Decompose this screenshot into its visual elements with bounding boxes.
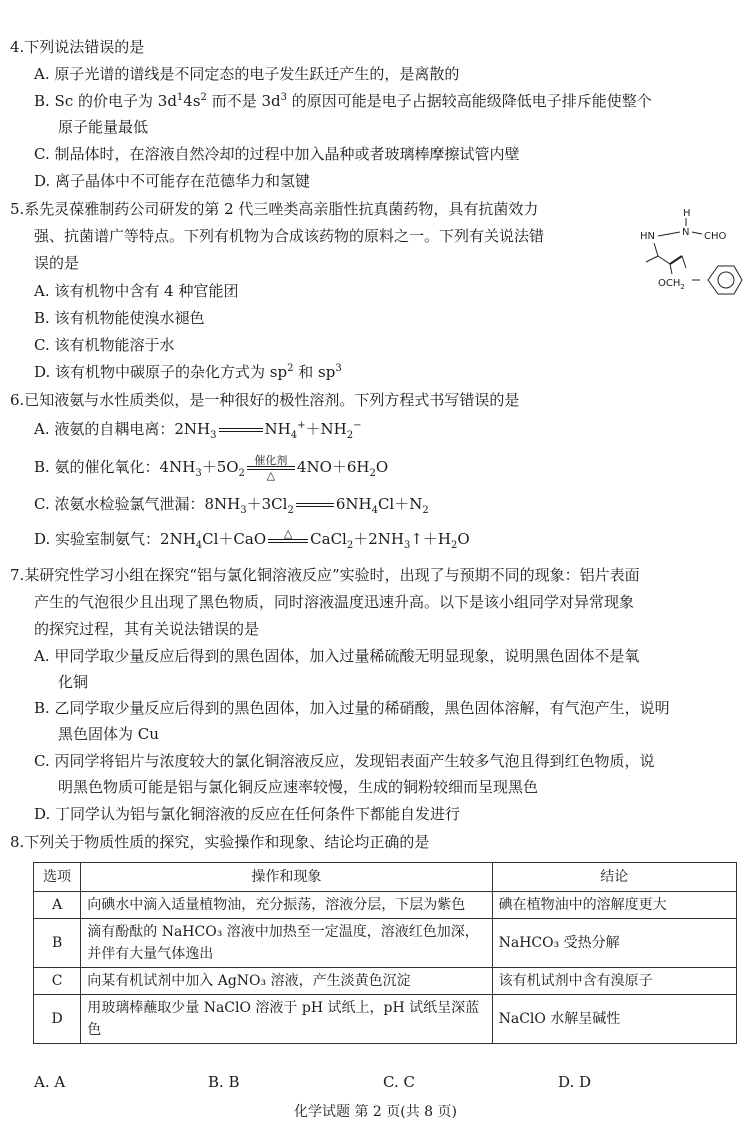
q7-stem-1: 7.某研究性学习小组在探究“铝与氯化铜溶液反应”实验时，出现了与预期不同的现象：铝片表面 bbox=[10, 566, 640, 584]
row-operation: 用玻璃棒蘸取少量 NaClO 溶液于 pH 试纸上，pH 试纸呈深蓝色 bbox=[81, 995, 492, 1044]
mol-och2-label: $OCH_2$ bbox=[658, 278, 685, 291]
q8-answer-a: A. A bbox=[34, 1073, 66, 1091]
q8-stem: 8.下列关于物质性质的探究，实验操作和现象、结论均正确的是 bbox=[10, 833, 430, 851]
q7-option-a-cont: 化铜 bbox=[58, 673, 89, 691]
row-option: A bbox=[34, 892, 81, 919]
benzene-ring bbox=[708, 266, 742, 294]
header-operation: 操作和现象 bbox=[81, 863, 492, 892]
table-header-row bbox=[34, 863, 737, 892]
q8-answer-b: B. B bbox=[208, 1073, 240, 1091]
q7-option-c: C. 丙同学将铝片与浓度较大的氯化铜溶液反应，发现铝表面产生较多气泡且得到红色物质，说 bbox=[34, 752, 655, 770]
table-row bbox=[34, 968, 737, 995]
q7-stem-3: 的探究过程，其有关说法错误的是 bbox=[34, 620, 260, 638]
q4-option-c: C. 制品体时，在溶液自然冷却的过程中加入晶种或者玻璃棒摩擦试管内壁 bbox=[34, 145, 520, 163]
row-operation: 滴有酚酞的 NaHCO₃ 溶液中加热至一定温度，溶液红色加深，并伴有大量气体逸出 bbox=[81, 919, 492, 968]
q7-option-d: D. 丁同学认为铝与氯化铜溶液的反应在任何条件下都能自发进行 bbox=[34, 805, 461, 823]
row-operation: 向碘水中滴入适量植物油，充分振荡，溶液分层，下层为紫色 bbox=[81, 892, 492, 919]
row-option: B bbox=[34, 919, 81, 968]
row-conclusion: 碘在植物油中的溶解度更大 bbox=[492, 892, 736, 919]
q7-option-c-cont: 明黑色物质可能是铝与氯化铜反应速率较慢，生成的铜粉较细而呈现黑色 bbox=[58, 778, 539, 796]
q8-answer-c: C. C bbox=[383, 1073, 415, 1091]
q4-option-a: A. 原子光谱的谱线是不同定态的电子发生跃迁产生的，是离散的 bbox=[34, 65, 460, 83]
page-footer: 化学试题 第 2 页(共 8 页) bbox=[294, 1104, 457, 1120]
q7-option-b: B. 乙同学取少量反应后得到的黑色固体，加入过量的稀硝酸，黑色固体溶解，有气泡产生，说明 bbox=[34, 699, 670, 717]
mol-hn-label: HN bbox=[640, 231, 655, 242]
row-operation: 向某有机试剂中加入 AgNO₃ 溶液，产生淡黄色沉淀 bbox=[81, 968, 492, 995]
q8-table bbox=[33, 862, 737, 1044]
table-row bbox=[34, 995, 737, 1044]
q7-option-a: A. 甲同学取少量反应后得到的黑色固体，加入过量稀硫酸无明显现象，说明黑色固体不是氧 bbox=[34, 647, 640, 665]
q4-stem: 4.下列说法错误的是 bbox=[10, 38, 145, 56]
q4-option-b-cont: 原子能量最低 bbox=[58, 118, 149, 136]
q5-option-d: D. 该有机物中碳原子的杂化方式为 $sp^2$ 和 $sp^3$ bbox=[34, 363, 342, 381]
q5-stem-3: 误的是 bbox=[34, 254, 80, 272]
row-conclusion: NaHCO₃ 受热分解 bbox=[492, 919, 736, 968]
q6-option-a: A. 液氨的自耦电离：$2NH_3$ $NH_4^++NH_2^-$ bbox=[34, 420, 362, 441]
row-option: C bbox=[34, 968, 81, 995]
table-row bbox=[34, 892, 737, 919]
q6-option-d: D. 实验室制氨气：$2NH_4Cl+CaO$ △ $CaCl_2+2NH_3↑+H_2O$ bbox=[34, 526, 470, 551]
header-option: 选项 bbox=[34, 863, 81, 892]
row-option: D bbox=[34, 995, 81, 1044]
mol-h-label: H bbox=[683, 208, 691, 219]
q6-stem: 6.已知液氨与水性质类似，是一种很好的极性溶剂。下列方程式书写错误的是 bbox=[10, 391, 520, 409]
molecule-structure bbox=[640, 206, 745, 306]
q5-option-c: C. 该有机物能溶于水 bbox=[34, 336, 175, 354]
header-conclusion: 结论 bbox=[492, 863, 736, 892]
q8-answer-d: D. D bbox=[558, 1073, 592, 1091]
q6-option-c: C. 浓氨水检验氯气泄漏：$8NH_3+3Cl_2$ $6NH_4Cl+N_2$ bbox=[34, 495, 429, 516]
mol-n-label: N bbox=[682, 227, 690, 238]
q5-option-b: B. 该有机物能使溴水褪色 bbox=[34, 309, 205, 327]
mol-cho-label: CHO bbox=[704, 231, 727, 242]
q5-stem-2: 强、抗菌谱广等特点。下列有机物为合成该药物的原料之一。下列有关说法错 bbox=[34, 227, 545, 245]
table-row bbox=[34, 919, 737, 968]
q7-stem-2: 产生的气泡很少且出现了黑色物质，同时溶液温度迅速升高。以下是该小组同学对异常现象 bbox=[34, 593, 635, 611]
q6-option-b: B. 氨的催化氧化：$4NH_3+5O_2$ 催化剂 △ $4NO+6H_2O$ bbox=[34, 454, 389, 482]
q5-stem-1: 5.系先灵葆雅制药公司研发的第 2 代三唑类高亲脂性抗真菌药物，具有抗菌效力 bbox=[10, 200, 539, 218]
q4-option-d: D. 离子晶体中不可能存在范德华力和氢键 bbox=[34, 172, 311, 190]
row-conclusion: 该有机试剂中含有溴原子 bbox=[492, 968, 736, 995]
row-conclusion: NaClO 水解呈碱性 bbox=[492, 995, 736, 1044]
q5-option-a: A. 该有机物中含有 4 种官能团 bbox=[34, 282, 239, 300]
q4-option-b: B. Sc 的价电子为 $3d^14s^2$ 而不是 $3d^3$ 的原因可能是电子占据较高能级降低电子排斥能使整个 bbox=[34, 92, 652, 110]
q7-option-b-cont: 黑色固体为 Cu bbox=[58, 725, 159, 743]
